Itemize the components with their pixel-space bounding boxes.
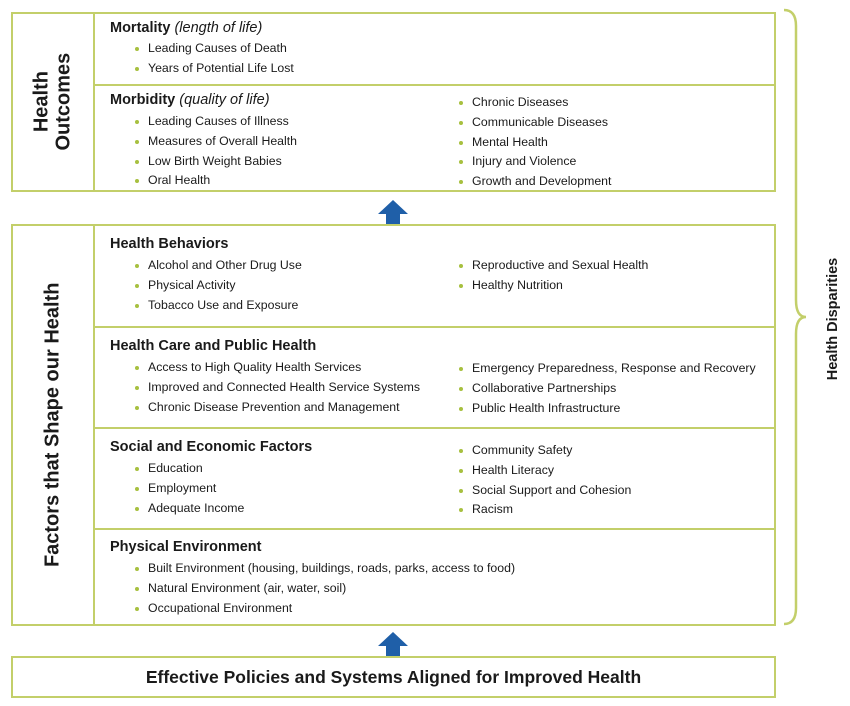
factors-side-label: Factors that Shape our Health — [41, 282, 64, 568]
list-item: Oral Health — [135, 171, 297, 191]
list-item: Alcohol and Other Drug Use — [135, 256, 302, 276]
health-care-list-right — [459, 359, 756, 418]
morbidity-section — [95, 84, 774, 190]
factors-box — [11, 224, 776, 626]
health-outcomes-side-label: Health Outcomes — [30, 53, 74, 151]
list-item: Growth and Development — [459, 172, 611, 192]
list-item: Measures of Overall Health — [135, 132, 297, 152]
morbidity-list-left — [135, 112, 297, 191]
list-item: Reproductive and Sexual Health — [459, 256, 648, 276]
health-care-title: Health Care and Public Health — [110, 338, 317, 354]
list-item: Communicable Diseases — [459, 113, 611, 133]
list-item: Community Safety — [459, 441, 631, 461]
list-item: Employment — [135, 479, 244, 499]
list-item: Healthy Nutrition — [459, 276, 648, 296]
mortality-list — [135, 39, 294, 79]
list-item: Emergency Preparedness, Response and Recovery — [459, 359, 756, 379]
factors-side-panel — [13, 226, 95, 624]
mortality-section — [95, 14, 774, 84]
list-item: Mental Health — [459, 133, 611, 153]
list-item: Tobacco Use and Exposure — [135, 296, 302, 316]
policies-systems-box — [11, 656, 776, 698]
list-item: Built Environment (housing, buildings, roads, parks, access to food) — [135, 559, 515, 579]
list-item: Chronic Diseases — [459, 93, 611, 113]
up-arrow-icon — [378, 200, 408, 224]
list-item: Leading Causes of Illness — [135, 112, 297, 132]
health-outcomes-side-panel — [13, 14, 95, 190]
health-outcomes-content — [95, 14, 774, 190]
morbidity-list-right — [459, 93, 611, 192]
list-item: Collaborative Partnerships — [459, 379, 756, 399]
list-item: Chronic Disease Prevention and Management — [135, 398, 420, 418]
right-curly-brace-icon — [782, 8, 810, 626]
physical-environment-title: Physical Environment — [110, 539, 262, 555]
list-item: Access to High Quality Health Services — [135, 358, 420, 378]
health-behaviors-list-right — [459, 256, 648, 296]
social-economic-section — [95, 427, 774, 528]
factors-content — [95, 226, 774, 624]
health-behaviors-title: Health Behaviors — [110, 236, 229, 252]
health-outcomes-box — [11, 12, 776, 192]
health-care-section — [95, 326, 774, 427]
social-economic-list-right — [459, 441, 631, 520]
list-item: Health Literacy — [459, 461, 631, 481]
list-item: Years of Potential Life Lost — [135, 59, 294, 79]
health-behaviors-section — [95, 226, 774, 326]
up-arrow-icon — [378, 632, 408, 656]
list-item: Education — [135, 459, 244, 479]
physical-environment-section — [95, 528, 774, 624]
morbidity-title: Morbidity (quality of life) — [110, 92, 270, 108]
list-item: Leading Causes of Death — [135, 39, 294, 59]
physical-environment-list — [135, 559, 515, 618]
social-economic-title: Social and Economic Factors — [110, 439, 313, 455]
list-item: Physical Activity — [135, 276, 302, 296]
list-item: Public Health Infrastructure — [459, 399, 756, 419]
health-behaviors-list-left — [135, 256, 302, 315]
social-economic-list-left — [135, 459, 244, 518]
list-item: Natural Environment (air, water, soil) — [135, 579, 515, 599]
policies-systems-label: Effective Policies and Systems Aligned for Improved Health — [145, 666, 642, 687]
list-item: Racism — [459, 500, 631, 520]
mortality-title: Mortality (length of life) — [110, 20, 263, 36]
list-item: Adequate Income — [135, 499, 244, 519]
list-item: Improved and Connected Health Service Systems — [135, 378, 420, 398]
list-item: Low Birth Weight Babies — [135, 152, 297, 172]
list-item: Occupational Environment — [135, 599, 515, 619]
list-item: Social Support and Cohesion — [459, 481, 631, 501]
health-care-list-left — [135, 358, 420, 417]
list-item: Injury and Violence — [459, 152, 611, 172]
